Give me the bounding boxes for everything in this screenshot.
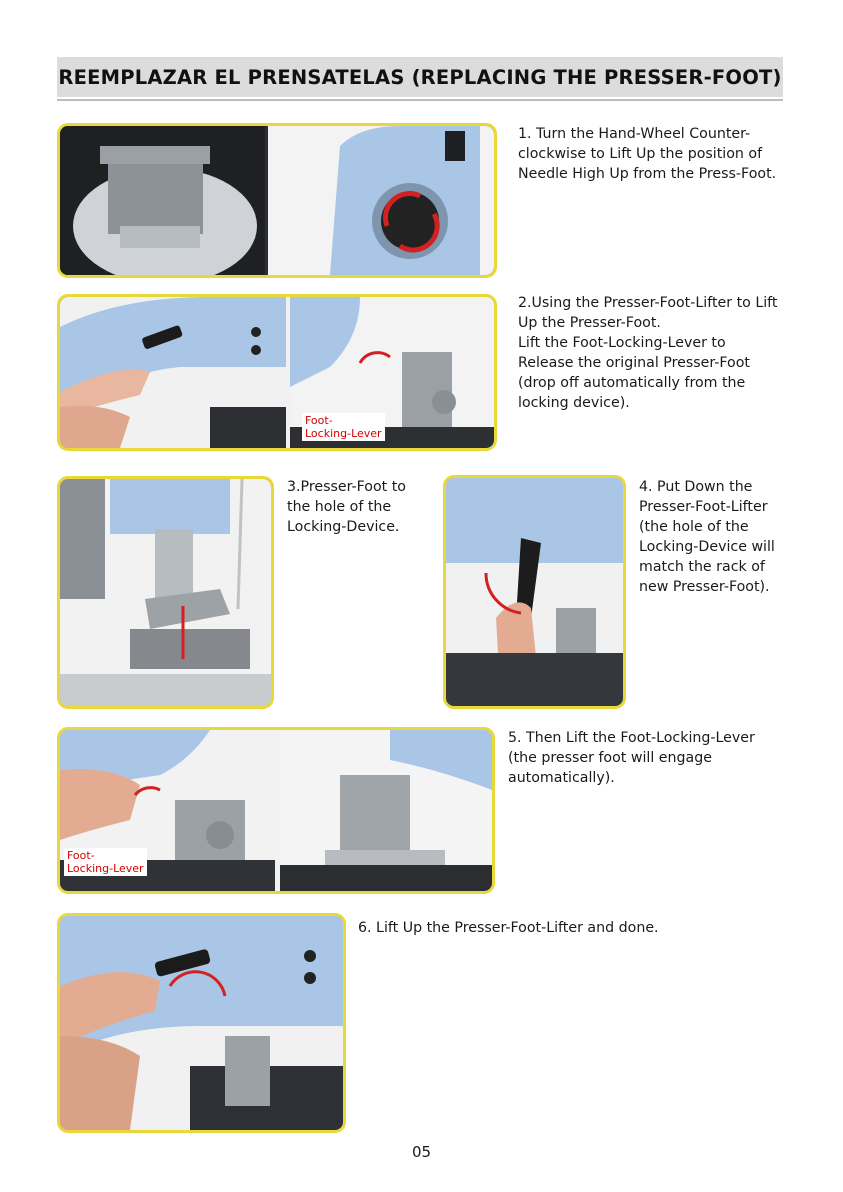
step-5-text (508, 728, 755, 788)
step-3-line: the hole of the (287, 499, 392, 515)
step-4-photo (443, 475, 626, 709)
step-3-line: Locking-Device. (287, 519, 400, 535)
step-2-line: 2.Using the Presser-Foot-Lifter to Lift (518, 295, 778, 311)
page-number: 05 (411, 1143, 432, 1161)
foot-locking-lever-label (302, 413, 385, 441)
step-2-line: locking device). (518, 395, 630, 411)
step-6-text (358, 918, 659, 938)
title-divider (57, 99, 783, 101)
step-4-text (639, 477, 775, 597)
step-4-line: match the rack of (639, 559, 765, 575)
step-1-photo (57, 123, 497, 278)
step-1-line: clockwise to Lift Up the position of (518, 146, 763, 162)
step-5-line: automatically). (508, 770, 615, 786)
label-line: Foot- (305, 414, 333, 427)
step-1-line: 1. Turn the Hand-Wheel Counter- (518, 126, 751, 142)
step-6-line: 6. Lift Up the Presser-Foot-Lifter and done. (358, 920, 659, 936)
step-4-line: Presser-Foot-Lifter (639, 499, 768, 515)
step-5-line: 5. Then Lift the Foot-Locking-Lever (508, 730, 755, 746)
section-title-bar (57, 57, 783, 97)
step-3-photo (57, 476, 274, 709)
step-6-photo (57, 913, 346, 1133)
step-3-line: 3.Presser-Foot to (287, 479, 406, 495)
step-2-text (518, 293, 778, 413)
label-line: Locking-Lever (305, 427, 382, 440)
section-title: REEMPLAZAR EL PRENSATELAS (REPLACING THE PRESSER-FOOT) (58, 65, 782, 89)
step-1-line: Needle High Up from the Press-Foot. (518, 166, 777, 182)
step-2-photo (57, 294, 497, 451)
step-1-text (518, 124, 776, 184)
step-2-line: Release the original Presser-Foot (518, 355, 750, 371)
step-4-line: new Presser-Foot). (639, 579, 770, 595)
step-4-line: Locking-Device will (639, 539, 775, 555)
foot-locking-lever-label-2 (64, 848, 147, 876)
label-line: Locking-Lever (67, 862, 144, 875)
step-4-line: 4. Put Down the (639, 479, 753, 495)
step-2-line: Lift the Foot-Locking-Lever to (518, 335, 726, 351)
step-3-text (287, 477, 406, 537)
step-5-line: (the presser foot will engage (508, 750, 712, 766)
label-line: Foot- (67, 849, 95, 862)
step-2-line: Up the Presser-Foot. (518, 315, 661, 331)
step-2-line: (drop off automatically from the (518, 375, 746, 391)
step-4-line: (the hole of the (639, 519, 749, 535)
